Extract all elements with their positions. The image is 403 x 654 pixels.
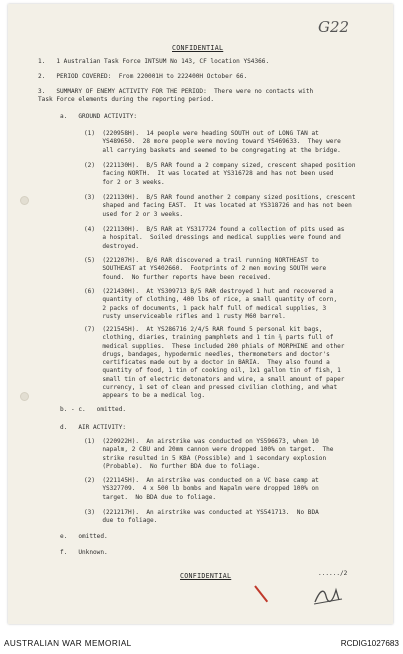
air-entry-1: (1) (220922H). An airstrike was conducted on YS596673, when 10 napalm, 2 CBU and 20mm cannon were dropped 100% on target. The strike resulted in 5 KBA (Possible) and 1 secondary explosion (Probable). No further BDA due to foliage.	[84, 438, 334, 470]
air-entry-2: (2) (221145H). An airstrike was conducted on a VC base camp at YS327709. 4 x 500 lb bombs and Napalm were dropped 100% on target. No BDA due to foliage.	[84, 477, 319, 501]
items-b-c: b. - c. omitted.	[60, 406, 127, 413]
air-entry-3: (3) (221217H). An airstrike was conducted at YS541713. No BDA due to foliage.	[84, 509, 319, 525]
archive-name: AUSTRALIAN WAR MEMORIAL	[4, 639, 132, 648]
punch-hole	[20, 392, 29, 401]
classification-footer: CONFIDENTIAL	[180, 572, 232, 580]
ground-activity-heading: a. GROUND ACTIVITY:	[60, 113, 138, 120]
item-2: 2. PERIOD COVERED: From 220001H to 222400H October 66.	[38, 73, 248, 80]
handwritten-reference: G22	[318, 18, 350, 36]
item-3-line1: 3. SUMMARY OF ENEMY ACTIVITY FOR THE PERIOD: There were no contacts with	[38, 88, 314, 95]
item-f: f. Unknown.	[60, 549, 108, 556]
ground-entry-3: (3) (221130H). B/5 RAR found another 2 company sized positions, crescent shaped and facing EAST. It was located at YS318726 and has not been used for 2 or 3 weeks.	[84, 194, 356, 218]
air-activity-heading: d. AIR ACTIVITY:	[60, 424, 127, 431]
continuation-mark: ....../2	[318, 570, 348, 577]
ground-entry-7: (7) (221545H). At YS286716 2/4/5 RAR found 5 personal kit bags, clothing, diaries, training pamphlets and 1 tin ¾ parts full of medical supplies. These included 200 phials of MORPHINE and other drugs, bandages, hypodermic needles, thermometers and doctor's certificates made out by a doctor in BARIA. They also found a quantity of food, 1 tin of cooking oil, 1x1 gallon tin of fish, 1 small tin of electric detonators and wire, a small amount of paper currency, 1 set of clean and pressed civilian clothing, and what appears to be a medical log.	[84, 326, 345, 400]
item-3-line2: Task Force elements during the reporting period.	[38, 96, 215, 103]
item-e: e. omitted.	[60, 533, 108, 540]
classification-header: CONFIDENTIAL	[172, 44, 224, 52]
ground-entry-6: (6) (221430H). At YS309713 B/5 RAR destroyed 1 hut and recovered a quantity of clothing, 400 lbs of rice, a small quantity of corn, 2 packs of documents, 1 pack half full of medical supplies, 3 rusty unserviceable rifles and 1 rusty M60 barrel.	[84, 288, 338, 320]
ground-entry-4: (4) (221130H). B/5 RAR at YS317724 found a collection of pits used as a hospital. Soiled dressings and medical supplies were found and destroyed.	[84, 226, 345, 250]
handwritten-initials	[312, 582, 346, 608]
ground-entry-5: (5) (221207H). B/6 RAR discovered a trail running NORTHEAST to SOUTHEAST at YS402660. Footprints of 2 men moving SOUTH were found. No further reports have been received.	[84, 257, 327, 281]
ground-entry-2: (2) (221130H). B/5 RAR found a 2 company sized, crescent shaped position facing NORTH. It was located at YS316728 and has not been used for 2 or 3 weeks.	[84, 162, 356, 186]
punch-hole	[20, 196, 29, 205]
archive-footer	[0, 634, 403, 654]
archive-id: RCDIG1027683	[340, 639, 399, 648]
ground-entry-1: (1) (220958H). 14 people were heading SOUTH out of LONG TAN at YS489650. 28 more people were moving toward YS469633. They were all carrying baskets and seemed to be congregating at the bridge.	[84, 130, 341, 154]
item-1: 1. 1 Australian Task Force INTSUM No 143, CF location YS4366.	[38, 58, 270, 65]
